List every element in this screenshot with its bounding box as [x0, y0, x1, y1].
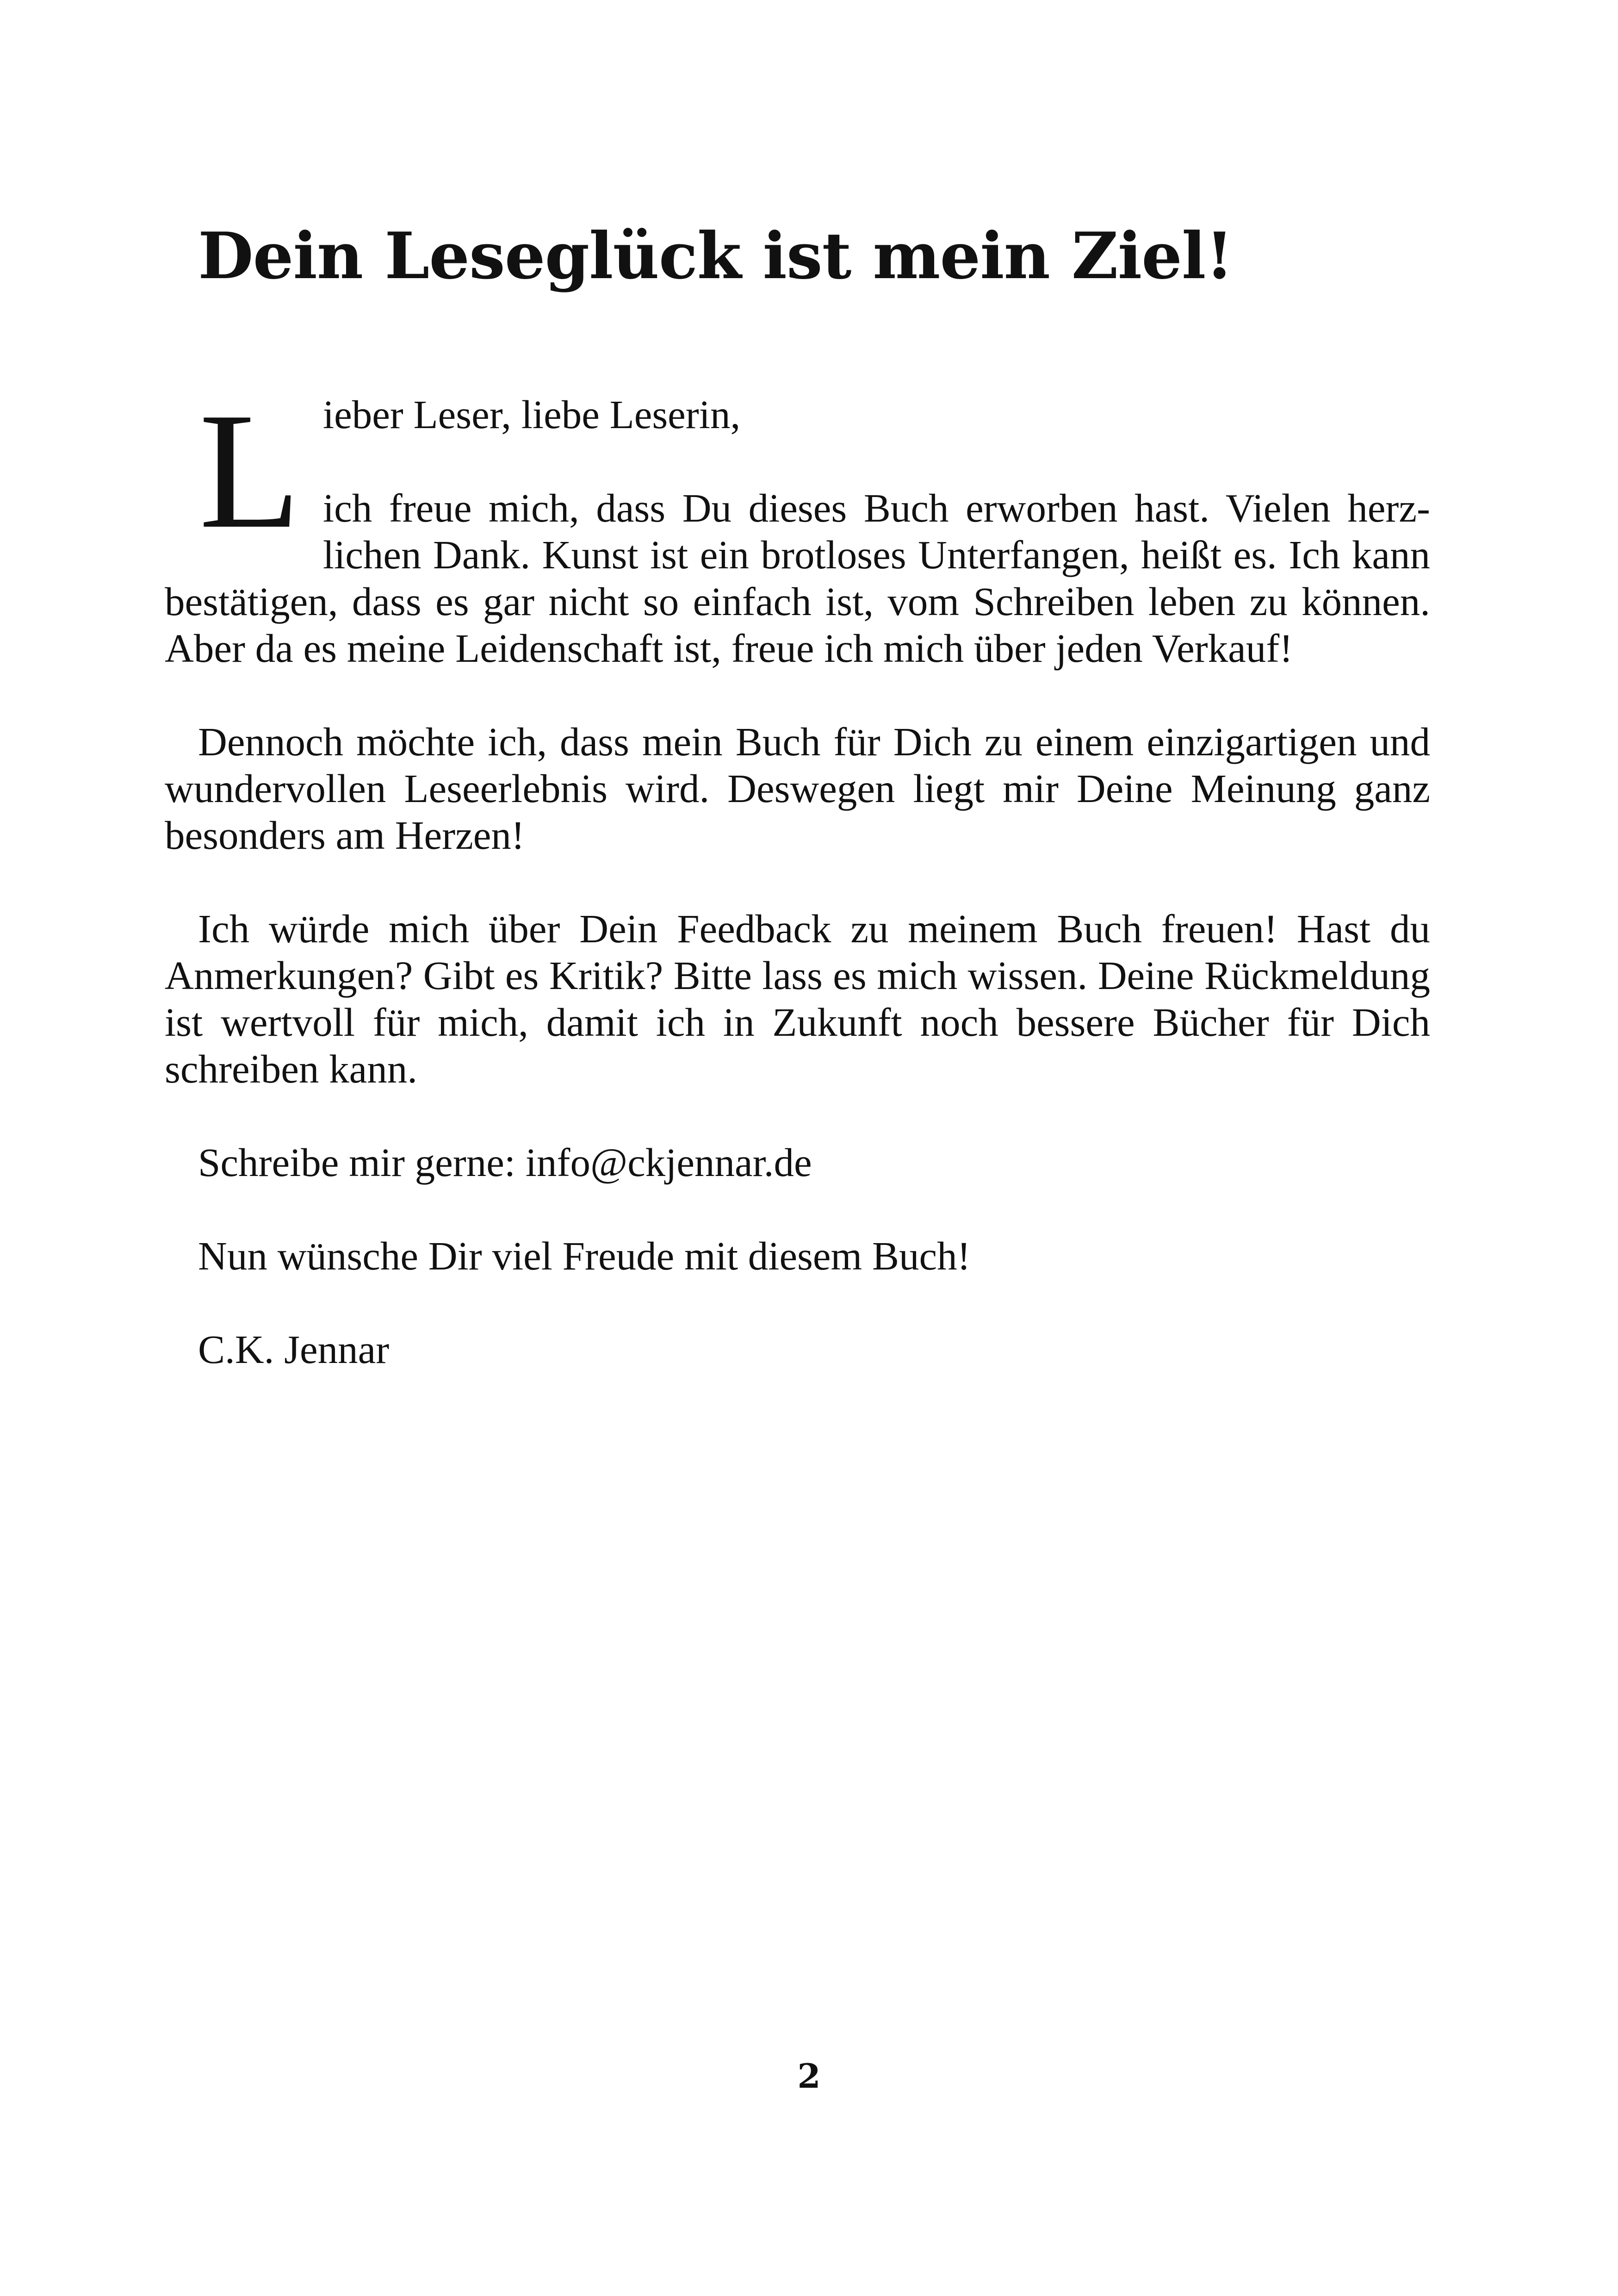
page-number: 2 — [797, 2056, 821, 2096]
paragraph-thanks: ich freue mich, dass Du dieses Buch erworben hast. Vielen herzlichen Dank. Kunst ist ein brotloses Unterfangen, heißt es. Ich kann bestätigen, dass es gar nicht so einfach ist, vom Schreiben leben zu können. Aber da es meine Leidenschaft ist, freue ich mich über jeden Verkauf! — [165, 485, 1430, 671]
letter-body — [165, 378, 1430, 1419]
page-title: Dein Leseglück ist mein Ziel! — [198, 218, 1234, 293]
paragraph-feedback: Ich würde mich über Dein Feedback zu meinem Buch freuen! Hast du Anmerkungen? Gibt es Kritik? Bitte lass es mich wissen. Deine Rückmeldung ist wertvoll für mich, damit ich in Zukunft noch bessere Bücher für Dich schreiben kann. — [165, 906, 1430, 1091]
greeting-line: ieber Leser, liebe Leserin, — [322, 392, 741, 437]
author-signature: C.K. Jennar — [198, 1327, 390, 1372]
closing-wish: Nun wünsche Dir viel Freude mit diesem Buch! — [198, 1233, 971, 1278]
contact-line: Schreibe mir gerne: info@ckjennar.de — [198, 1140, 812, 1185]
paragraph-reading-experience: Dennoch möchte ich, dass mein Buch für Dich zu einem einzigartigen und wundervollen Leseerlebnis wird. Deswegen liegt mir Deine Meinung ganz besonders am Herzen! — [165, 719, 1430, 858]
drop-cap-letter: L — [199, 378, 301, 563]
